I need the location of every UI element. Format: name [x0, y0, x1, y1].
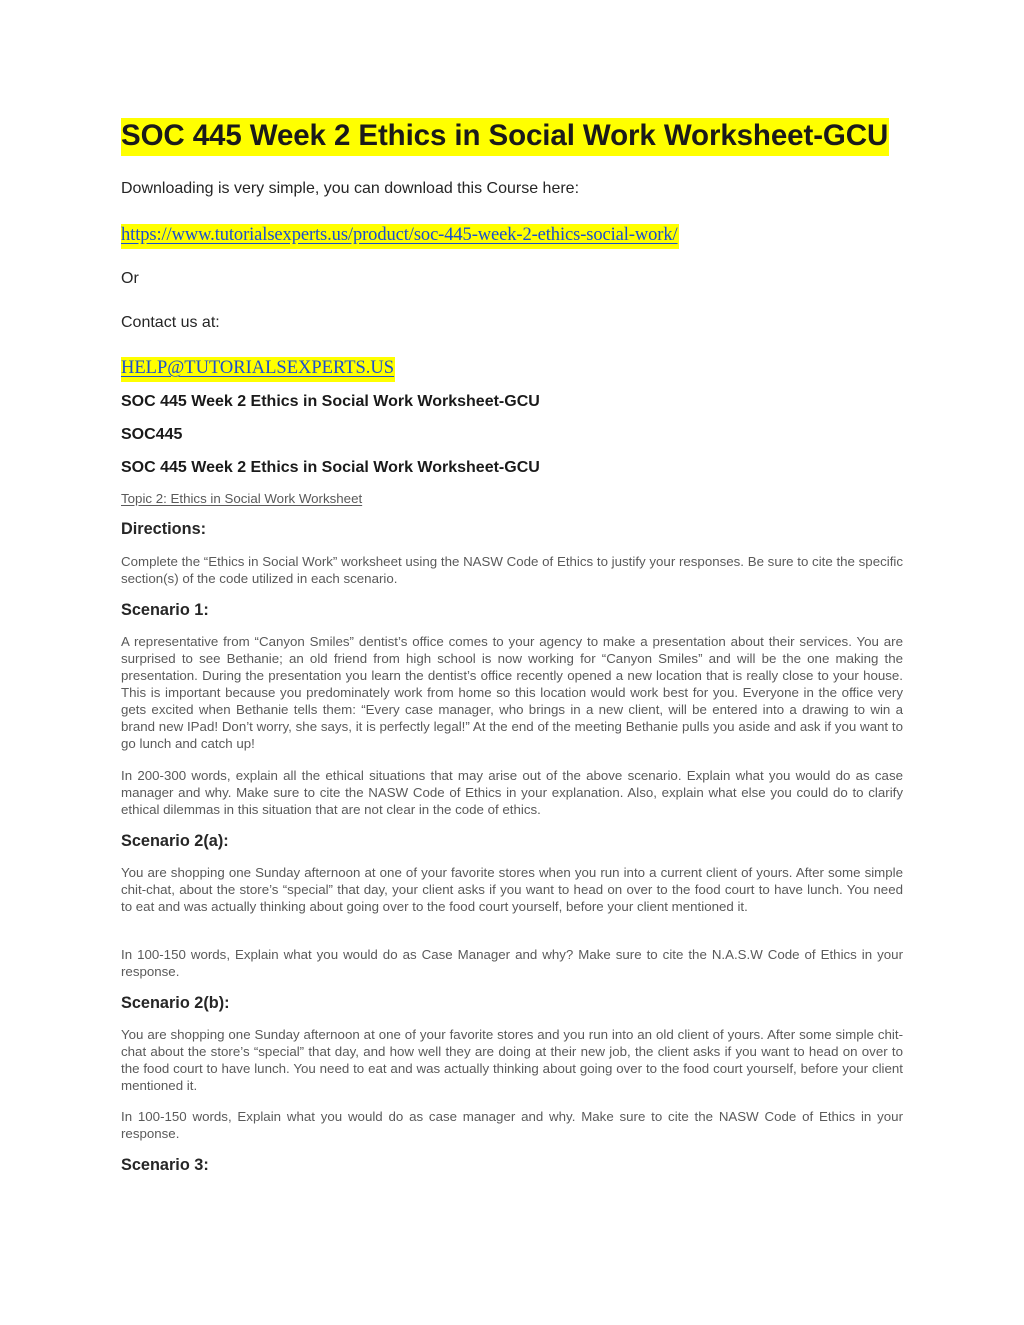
- scenario2a-text: You are shopping one Sunday afternoon at one of your favorite stores when you run into a current client of yours. After some simple chit-chat, about the store’s “special” that day, your client asks if you want to head on over to the food court to have lunch. You need to eat and was actually thinking about going over to the food court yourself, before your client mentioned it.: [121, 865, 903, 914]
- email-link-container: [121, 357, 395, 382]
- subtitle-course-name: SOC 445 Week 2 Ethics in Social Work Worksheet-GCU: [121, 393, 540, 410]
- document-page: [121, 0, 903, 1325]
- email-link[interactable]: HELP@TUTORIALSEXPERTS.US: [121, 357, 395, 382]
- scenario2b-text: You are shopping one Sunday afternoon at one of your favorite stores and you run into an old client of yours. After some simple chit-chat about the store’s “special” that day, and how well they are doing at their new job, the client asks if you want to head on over to the food court to have lunch. You need to eat and was actually thinking about going over to the food court yourself, before your client mentioned it.: [121, 1027, 903, 1093]
- course-link[interactable]: https://www.tutorialsexperts.us/product/soc-445-week-2-ethics-social-work/: [121, 224, 679, 249]
- or-text: Or: [121, 270, 139, 287]
- page-title: SOC 445 Week 2 Ethics in Social Work Worksheet-GCU: [121, 118, 889, 156]
- scenario2a-heading: Scenario 2(a):: [121, 832, 229, 850]
- contact-label: Contact us at:: [121, 314, 220, 331]
- course-code: SOC445: [121, 426, 183, 443]
- directions-text: Complete the “Ethics in Social Work” worksheet using the NASW Code of Ethics to justify your responses. Be sure to cite the specific section(s) of the code utilized in each scenario.: [121, 554, 903, 586]
- scenario3-heading: Scenario 3:: [121, 1156, 209, 1174]
- scenario1-heading: Scenario 1:: [121, 601, 209, 619]
- scenario2b-prompt: In 100-150 words, Explain what you would do as case manager and why. Make sure to cite the NASW Code of Ethics in your response.: [121, 1109, 903, 1141]
- scenario1-text: A representative from “Canyon Smiles” dentist’s office comes to your agency to make a presentation about their services. You are surprised to see Bethanie; an old friend from high school is now working for “Canyon Smiles” and will be the one making the presentation. During the presentation you learn the dentist’s office recently opened a new location that is really close to your house. This is important because you predominately work from home so this location would work best for you. Everyone in the office very gets excited when Bethanie tells them: “Every case manager, who brings in a new client, will be entered into a drawing to win a brand new IPad! Don’t worry, she says, it is perfectly legal!” At the end of the meeting Bethanie pulls you aside and ask if you want to go lunch and catch up!: [121, 634, 903, 751]
- scenario2b-heading: Scenario 2(b):: [121, 994, 230, 1012]
- directions-heading: Directions:: [121, 520, 207, 538]
- scenario1-prompt: In 200-300 words, explain all the ethical situations that may arise out of the above scenario. Explain what you would do as case manager and why. Make sure to cite the NASW Code of Ethics in your explanation. Also, explain what else you could do to clarify ethical dilemmas in this situation that are not clear in the code of ethics.: [121, 768, 903, 817]
- topic-link[interactable]: Topic 2: Ethics in Social Work Worksheet: [121, 491, 363, 506]
- title-container: [121, 118, 889, 156]
- subtitle-course-name-repeat: SOC 445 Week 2 Ethics in Social Work Worksheet-GCU: [121, 459, 540, 476]
- course-link-container: [121, 224, 679, 249]
- download-intro: Downloading is very simple, you can download this Course here:: [121, 180, 580, 197]
- scenario2a-prompt: In 100-150 words, Explain what you would do as Case Manager and why? Make sure to cite the N.A.S.W Code of Ethics in your response.: [121, 947, 903, 979]
